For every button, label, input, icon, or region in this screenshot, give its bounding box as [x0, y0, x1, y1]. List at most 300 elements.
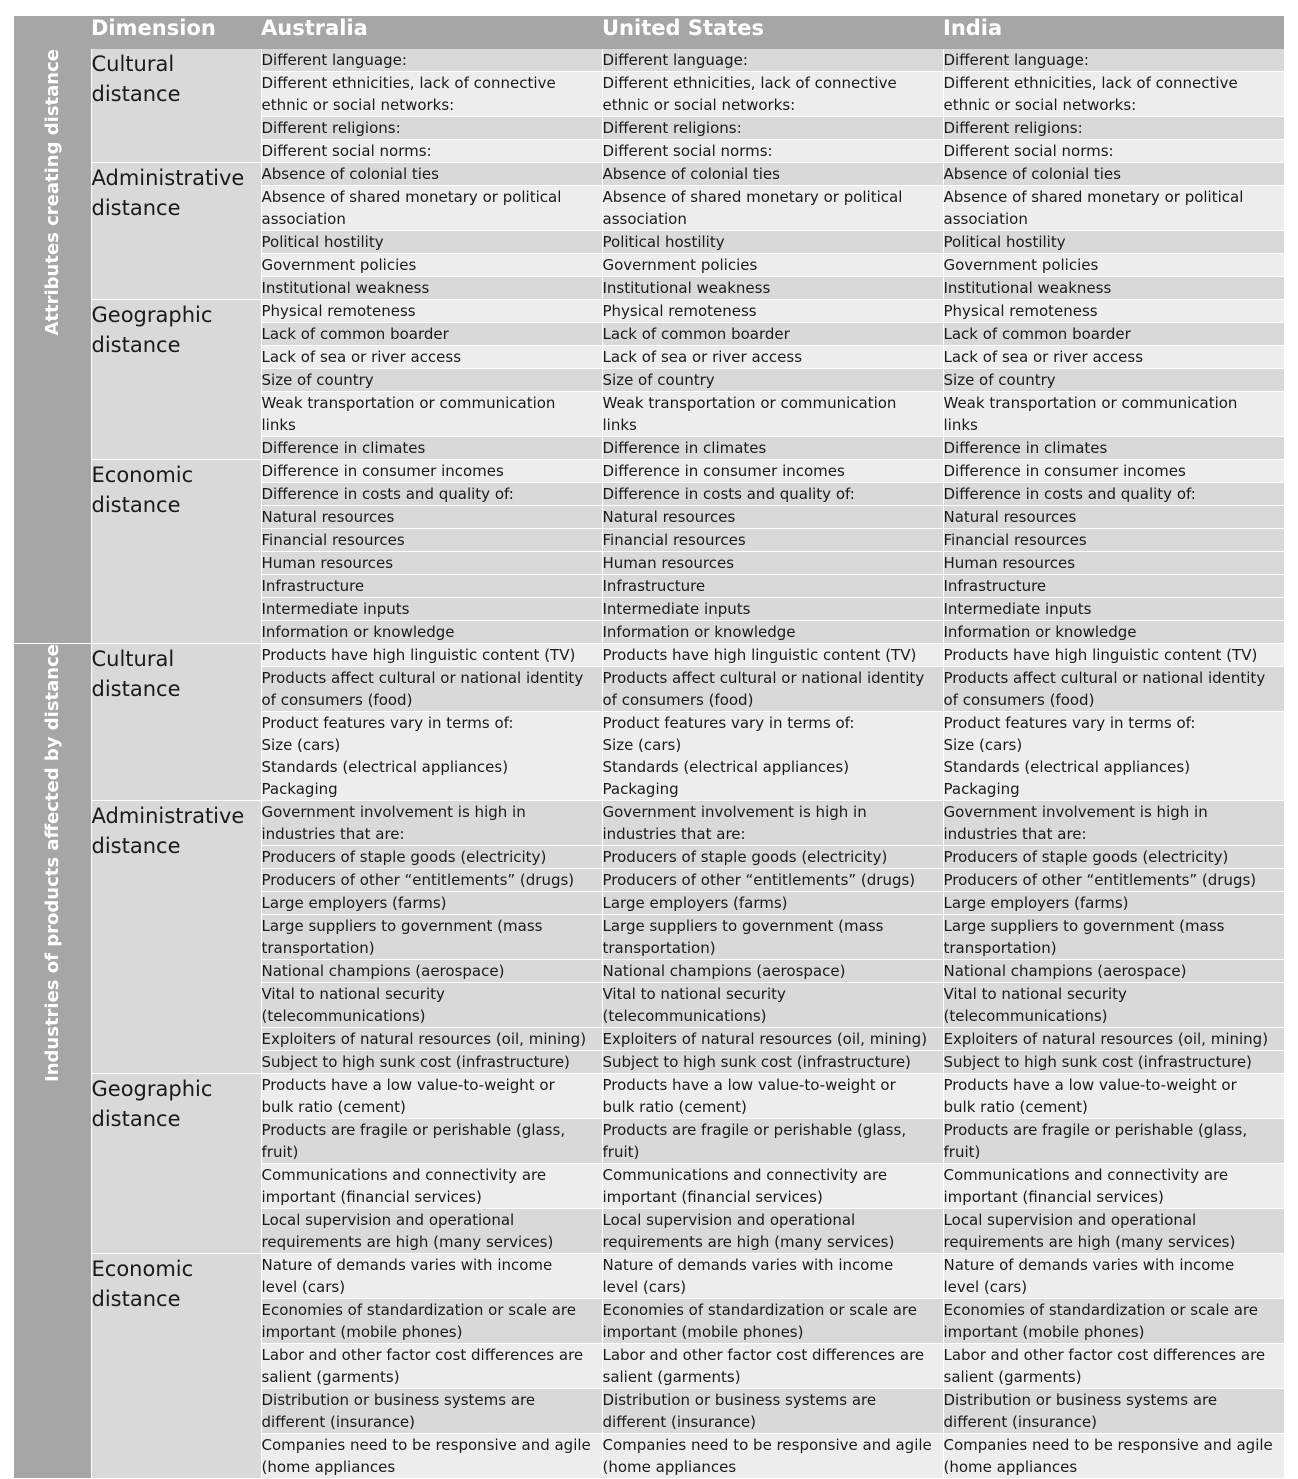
cell-text-line: industries that are: — [261, 825, 405, 843]
cell-india — [943, 49, 1284, 72]
cell-text-line: links — [261, 416, 296, 434]
cell-text-line: Lack of common boarder — [602, 325, 790, 343]
table-row — [14, 49, 1284, 72]
cell-text-line: Infrastructure — [943, 577, 1047, 595]
table-body — [14, 49, 1284, 1479]
cell-text-line: industries that are: — [602, 825, 746, 843]
cell-text-line: transportation) — [602, 939, 716, 957]
cell-united-states — [602, 552, 943, 575]
cell-australia — [261, 346, 602, 369]
dimension-label-line: Cultural — [91, 52, 175, 76]
cell-text-line: Product features vary in terms of: — [602, 714, 855, 732]
dimension-label — [91, 1074, 261, 1254]
cell-text-line: association — [602, 210, 687, 228]
cell-text-line: fruit) — [602, 1143, 640, 1161]
cell-text-line: important (mobile phones) — [943, 1323, 1145, 1341]
dimension-label — [91, 644, 261, 801]
cell-text-line: Subject to high sunk cost (infrastructure) — [943, 1053, 1252, 1071]
cell-text-line: bulk ratio (cement) — [261, 1098, 406, 1116]
cell-text-line: ethnic or social networks: — [943, 96, 1137, 114]
cell-australia — [261, 117, 602, 140]
cell-text-line: requirements are high (many services) — [943, 1233, 1236, 1251]
cell-text-line: Difference in costs and quality of: — [943, 485, 1196, 503]
cell-india — [943, 231, 1284, 254]
cell-text-line: important (financial services) — [261, 1188, 482, 1206]
cell-text-line: Absence of shared monetary or political — [943, 188, 1244, 206]
cell-text-line: Producers of other “entitlements” (drugs) — [261, 871, 575, 889]
cell-australia — [261, 323, 602, 346]
cell-australia — [261, 801, 602, 846]
cell-text-line: Political hostility — [943, 233, 1066, 251]
cell-text-line: important (mobile phones) — [602, 1323, 804, 1341]
dimension-label-line: Geographic — [91, 303, 213, 327]
cell-united-states — [602, 529, 943, 552]
cell-text-line: Absence of colonial ties — [261, 165, 439, 183]
cell-text-line: Size (cars) — [943, 736, 1023, 754]
header-row — [14, 16, 1284, 49]
cell-text-line: Weak transportation or communication — [602, 394, 897, 412]
cell-australia — [261, 506, 602, 529]
cell-text-line: Different social norms: — [602, 142, 773, 160]
cell-text-line: Difference in consumer incomes — [943, 462, 1186, 480]
dimension-label — [91, 1254, 261, 1479]
cell-australia — [261, 1344, 602, 1389]
cell-text-line: important (financial services) — [602, 1188, 823, 1206]
cell-text-line: Local supervision and operational — [602, 1211, 856, 1229]
cell-text-line: Local supervision and operational — [261, 1211, 515, 1229]
cell-australia — [261, 300, 602, 323]
cell-text-line: Physical remoteness — [261, 302, 416, 320]
cell-text-line: Size of country — [943, 371, 1056, 389]
cell-united-states — [602, 72, 943, 117]
cell-text-line: Information or knowledge — [602, 623, 796, 641]
cell-united-states — [602, 231, 943, 254]
cell-india — [943, 598, 1284, 621]
cell-india — [943, 1389, 1284, 1434]
cell-united-states — [602, 254, 943, 277]
cell-text-line: Packaging — [602, 780, 679, 798]
table-row — [14, 1074, 1284, 1119]
cell-india — [943, 369, 1284, 392]
cell-india — [943, 1344, 1284, 1389]
cell-india — [943, 1051, 1284, 1074]
cell-text-line: ethnic or social networks: — [602, 96, 796, 114]
cell-india — [943, 960, 1284, 983]
cell-text-line: Different social norms: — [943, 142, 1114, 160]
cell-text-line: Subject to high sunk cost (infrastructure) — [602, 1053, 911, 1071]
cell-text-line: Lack of common boarder — [943, 325, 1131, 343]
cell-australia — [261, 140, 602, 163]
cell-text-line: Information or knowledge — [943, 623, 1137, 641]
cell-text-line: Difference in consumer incomes — [602, 462, 845, 480]
cell-text-line: bulk ratio (cement) — [943, 1098, 1088, 1116]
cell-text-line: Difference in costs and quality of: — [602, 485, 855, 503]
cell-text-line: different (insurance) — [602, 1413, 757, 1431]
cell-text-line: Difference in climates — [602, 439, 767, 457]
cell-text-line: Financial resources — [602, 531, 746, 549]
cell-india — [943, 323, 1284, 346]
cell-text-line: important (mobile phones) — [261, 1323, 463, 1341]
table-row — [14, 300, 1284, 323]
cell-text-line: Communications and connectivity are — [261, 1166, 547, 1184]
cell-text-line: industries that are: — [943, 825, 1087, 843]
cell-text-line: Product features vary in terms of: — [261, 714, 514, 732]
cell-united-states — [602, 300, 943, 323]
cell-india — [943, 644, 1284, 667]
cell-text-line: Packaging — [261, 780, 338, 798]
cell-text-line: Labor and other factor cost differences are — [261, 1346, 584, 1364]
cell-text-line: (home appliances — [261, 1458, 396, 1476]
cell-india — [943, 117, 1284, 140]
cell-india — [943, 575, 1284, 598]
cell-australia — [261, 1299, 602, 1344]
header-dimension: Dimension — [91, 16, 261, 49]
cell-australia — [261, 392, 602, 437]
cell-text-line: Absence of shared monetary or political — [602, 188, 903, 206]
group-label: Attributes creating distance — [41, 49, 63, 336]
cell-united-states — [602, 575, 943, 598]
dimension-label-line: distance — [91, 834, 181, 858]
cell-text-line: Products have a low value-to-weight or — [261, 1076, 555, 1094]
cell-text-line: Human resources — [943, 554, 1076, 572]
cell-united-states — [602, 712, 943, 801]
dimension-label-line: Administrative — [91, 804, 245, 828]
cell-united-states — [602, 644, 943, 667]
cell-text-line: Nature of demands varies with income — [602, 1256, 894, 1274]
group-label-cell — [14, 49, 91, 644]
cell-united-states — [602, 1434, 943, 1479]
cell-australia — [261, 483, 602, 506]
cell-australia — [261, 460, 602, 483]
cell-australia — [261, 1389, 602, 1434]
cell-text-line: Different ethnicities, lack of connective — [261, 74, 556, 92]
cell-text-line: Products have high linguistic content (TV) — [261, 646, 576, 664]
cell-india — [943, 801, 1284, 846]
dimension-label-line: distance — [91, 333, 181, 357]
cell-australia — [261, 49, 602, 72]
cell-text-line: Weak transportation or communication — [261, 394, 556, 412]
table-row — [14, 1254, 1284, 1299]
table-row — [14, 644, 1284, 667]
dimension-label-line: distance — [91, 677, 181, 701]
cell-text-line: Human resources — [261, 554, 394, 572]
cell-text-line: Economies of standardization or scale are — [943, 1301, 1258, 1319]
cell-text-line: Communications and connectivity are — [943, 1166, 1229, 1184]
cell-india — [943, 667, 1284, 712]
cell-united-states — [602, 1164, 943, 1209]
cell-india — [943, 1254, 1284, 1299]
cell-australia — [261, 1434, 602, 1479]
cell-united-states — [602, 277, 943, 300]
cell-text-line: (home appliances — [943, 1458, 1078, 1476]
cell-india — [943, 529, 1284, 552]
dimension-label-line: distance — [91, 1287, 181, 1311]
cell-text-line: (telecommunications) — [602, 1007, 767, 1025]
dimension-label-line: Economic — [91, 1257, 194, 1281]
cell-australia — [261, 1209, 602, 1254]
cell-text-line: Producers of other “entitlements” (drugs) — [943, 871, 1257, 889]
cell-text-line: Physical remoteness — [943, 302, 1098, 320]
cell-united-states — [602, 1074, 943, 1119]
cell-text-line: links — [602, 416, 637, 434]
cell-text-line: Producers of staple goods (electricity) — [602, 848, 888, 866]
cell-text-line: level (cars) — [261, 1278, 346, 1296]
cell-text-line: Political hostility — [602, 233, 725, 251]
cell-text-line: Natural resources — [261, 508, 395, 526]
cell-text-line: Large suppliers to government (mass — [261, 917, 543, 935]
cell-text-line: Physical remoteness — [602, 302, 757, 320]
dimension-label-line: Economic — [91, 463, 194, 487]
cell-india — [943, 1119, 1284, 1164]
cell-text-line: Lack of sea or river access — [261, 348, 462, 366]
cell-australia — [261, 254, 602, 277]
cell-india — [943, 437, 1284, 460]
cell-text-line: Different ethnicities, lack of connective — [943, 74, 1238, 92]
cell-text-line: Companies need to be responsive and agile — [602, 1436, 932, 1454]
cell-australia — [261, 846, 602, 869]
cell-text-line: Products are fragile or perishable (glass, — [602, 1121, 907, 1139]
cell-text-line: Government policies — [261, 256, 417, 274]
cell-text-line: Size of country — [261, 371, 374, 389]
cell-text-line: Packaging — [943, 780, 1020, 798]
cell-text-line: requirements are high (many services) — [261, 1233, 554, 1251]
cell-united-states — [602, 960, 943, 983]
cell-text-line: Lack of sea or river access — [602, 348, 803, 366]
dimension-label — [91, 300, 261, 460]
cell-india — [943, 621, 1284, 644]
cell-united-states — [602, 1254, 943, 1299]
cell-united-states — [602, 483, 943, 506]
table-row — [14, 460, 1284, 483]
header-corner — [14, 16, 91, 49]
cell-text-line: Distribution or business systems are — [943, 1391, 1218, 1409]
cell-united-states — [602, 369, 943, 392]
cell-australia — [261, 277, 602, 300]
cell-text-line: Natural resources — [602, 508, 736, 526]
cell-text-line: Products have high linguistic content (TV) — [602, 646, 917, 664]
cell-text-line: Different language: — [943, 51, 1089, 69]
cell-text-line: transportation) — [261, 939, 375, 957]
cell-text-line: Communications and connectivity are — [602, 1166, 888, 1184]
cell-text-line: Lack of common boarder — [261, 325, 449, 343]
cell-united-states — [602, 1299, 943, 1344]
cell-text-line: Different language: — [602, 51, 748, 69]
cell-australia — [261, 644, 602, 667]
group-label-cell — [14, 644, 91, 1479]
cell-text-line: Different religions: — [943, 119, 1083, 137]
cell-text-line: transportation) — [943, 939, 1057, 957]
cell-text-line: Different social norms: — [261, 142, 432, 160]
dimension-label — [91, 460, 261, 644]
cell-australia — [261, 1051, 602, 1074]
cell-india — [943, 1299, 1284, 1344]
cell-australia — [261, 186, 602, 231]
cell-united-states — [602, 621, 943, 644]
cell-text-line: Large employers (farms) — [943, 894, 1129, 912]
cell-text-line: Companies need to be responsive and agile — [261, 1436, 591, 1454]
cell-text-line: Economies of standardization or scale are — [261, 1301, 576, 1319]
cell-australia — [261, 1119, 602, 1164]
cell-text-line: Lack of sea or river access — [943, 348, 1144, 366]
cell-india — [943, 483, 1284, 506]
dimension-label-line: distance — [91, 196, 181, 220]
header-india: India — [943, 16, 1284, 49]
cell-text-line: Large suppliers to government (mass — [943, 917, 1225, 935]
cell-text-line: Weak transportation or communication — [943, 394, 1238, 412]
cell-text-line: Large suppliers to government (mass — [602, 917, 884, 935]
cell-united-states — [602, 346, 943, 369]
cell-australia — [261, 598, 602, 621]
dimension-label-line: distance — [91, 493, 181, 517]
cell-text-line: links — [943, 416, 978, 434]
cell-text-line: level (cars) — [943, 1278, 1028, 1296]
dimension-label-line: distance — [91, 82, 181, 106]
cell-text-line: Distribution or business systems are — [261, 1391, 536, 1409]
cell-united-states — [602, 437, 943, 460]
cell-india — [943, 892, 1284, 915]
dimension-label — [91, 49, 261, 163]
cell-text-line: important (financial services) — [943, 1188, 1164, 1206]
cell-text-line: Vital to national security — [602, 985, 786, 1003]
cell-india — [943, 300, 1284, 323]
cell-text-line: Institutional weakness — [602, 279, 771, 297]
cell-text-line: Standards (electrical appliances) — [602, 758, 850, 776]
cell-text-line: requirements are high (many services) — [602, 1233, 895, 1251]
group-label: Industries of products affected by distance — [41, 644, 63, 1082]
cell-text-line: Local supervision and operational — [943, 1211, 1197, 1229]
cell-text-line: Different religions: — [602, 119, 742, 137]
cell-india — [943, 140, 1284, 163]
cell-text-line: fruit) — [261, 1143, 299, 1161]
cell-text-line: Absence of colonial ties — [943, 165, 1121, 183]
cell-text-line: Government policies — [943, 256, 1099, 274]
cell-text-line: different (insurance) — [261, 1413, 416, 1431]
cell-text-line: Difference in climates — [261, 439, 426, 457]
dimension-label — [91, 163, 261, 300]
dimension-label — [91, 801, 261, 1074]
cell-india — [943, 277, 1284, 300]
cell-text-line: Products are fragile or perishable (glass, — [943, 1121, 1248, 1139]
cell-text-line: Standards (electrical appliances) — [261, 758, 509, 776]
cell-india — [943, 983, 1284, 1028]
cell-united-states — [602, 598, 943, 621]
cell-united-states — [602, 49, 943, 72]
cell-australia — [261, 1074, 602, 1119]
cell-text-line: Vital to national security — [261, 985, 445, 1003]
cell-text-line: Absence of colonial ties — [602, 165, 780, 183]
cell-australia — [261, 915, 602, 960]
cell-text-line: association — [943, 210, 1028, 228]
cell-australia — [261, 529, 602, 552]
cell-india — [943, 186, 1284, 231]
cell-text-line: Products have a low value-to-weight or — [602, 1076, 896, 1094]
cell-united-states — [602, 163, 943, 186]
cell-india — [943, 712, 1284, 801]
cell-australia — [261, 437, 602, 460]
cell-united-states — [602, 1028, 943, 1051]
cell-text-line: Exploiters of natural resources (oil, mining) — [261, 1030, 587, 1048]
cell-australia — [261, 960, 602, 983]
cell-text-line: Intermediate inputs — [943, 600, 1092, 618]
cell-united-states — [602, 667, 943, 712]
cell-united-states — [602, 846, 943, 869]
cell-text-line: Distribution or business systems are — [602, 1391, 877, 1409]
dimension-label-line: Geographic — [91, 1077, 213, 1101]
cell-text-line: Products have high linguistic content (TV) — [943, 646, 1258, 664]
cell-text-line: ethnic or social networks: — [261, 96, 455, 114]
header-australia: Australia — [261, 16, 602, 49]
cell-united-states — [602, 1119, 943, 1164]
cell-united-states — [602, 915, 943, 960]
cell-united-states — [602, 892, 943, 915]
cell-text-line: Subject to high sunk cost (infrastructure) — [261, 1053, 570, 1071]
cell-australia — [261, 575, 602, 598]
cell-text-line: fruit) — [943, 1143, 981, 1161]
cell-text-line: Financial resources — [943, 531, 1087, 549]
cell-australia — [261, 892, 602, 915]
cell-australia — [261, 1028, 602, 1051]
cell-text-line: Infrastructure — [602, 577, 706, 595]
cell-india — [943, 163, 1284, 186]
cell-india — [943, 915, 1284, 960]
cell-text-line: salient (garments) — [943, 1368, 1082, 1386]
dimension-label-line: distance — [91, 1107, 181, 1131]
cell-united-states — [602, 140, 943, 163]
cell-text-line: Producers of staple goods (electricity) — [943, 848, 1229, 866]
cell-text-line: (telecommunications) — [943, 1007, 1108, 1025]
cell-india — [943, 392, 1284, 437]
cell-text-line: Exploiters of natural resources (oil, mining) — [602, 1030, 928, 1048]
cell-text-line: Information or knowledge — [261, 623, 455, 641]
distance-framework-table — [14, 16, 1284, 1479]
cell-text-line: association — [261, 210, 346, 228]
cell-text-line: of consumers (food) — [261, 691, 413, 709]
cell-text-line: Producers of other “entitlements” (drugs) — [602, 871, 916, 889]
cell-text-line: Political hostility — [261, 233, 384, 251]
cell-text-line: Vital to national security — [943, 985, 1127, 1003]
cell-text-line: Different religions: — [261, 119, 401, 137]
cell-text-line: Large employers (farms) — [602, 894, 788, 912]
cell-text-line: (home appliances — [602, 1458, 737, 1476]
cell-text-line: National champions (aerospace) — [943, 962, 1187, 980]
cell-text-line: Nature of demands varies with income — [261, 1256, 553, 1274]
cell-united-states — [602, 869, 943, 892]
cell-india — [943, 869, 1284, 892]
cell-text-line: salient (garments) — [261, 1368, 400, 1386]
cell-text-line: (telecommunications) — [261, 1007, 426, 1025]
cell-text-line: Products affect cultural or national identity — [943, 669, 1266, 687]
cell-india — [943, 1074, 1284, 1119]
cell-united-states — [602, 801, 943, 846]
cell-india — [943, 460, 1284, 483]
cell-india — [943, 1164, 1284, 1209]
cell-australia — [261, 231, 602, 254]
cell-text-line: Natural resources — [943, 508, 1077, 526]
cell-text-line: Standards (electrical appliances) — [943, 758, 1191, 776]
cell-india — [943, 1209, 1284, 1254]
cell-united-states — [602, 392, 943, 437]
cell-india — [943, 346, 1284, 369]
cell-australia — [261, 621, 602, 644]
cell-text-line: Exploiters of natural resources (oil, mining) — [943, 1030, 1269, 1048]
cell-text-line: Difference in costs and quality of: — [261, 485, 514, 503]
cell-australia — [261, 369, 602, 392]
cell-australia — [261, 712, 602, 801]
cell-united-states — [602, 323, 943, 346]
cell-united-states — [602, 1389, 943, 1434]
cell-text-line: Institutional weakness — [261, 279, 430, 297]
cell-australia — [261, 163, 602, 186]
